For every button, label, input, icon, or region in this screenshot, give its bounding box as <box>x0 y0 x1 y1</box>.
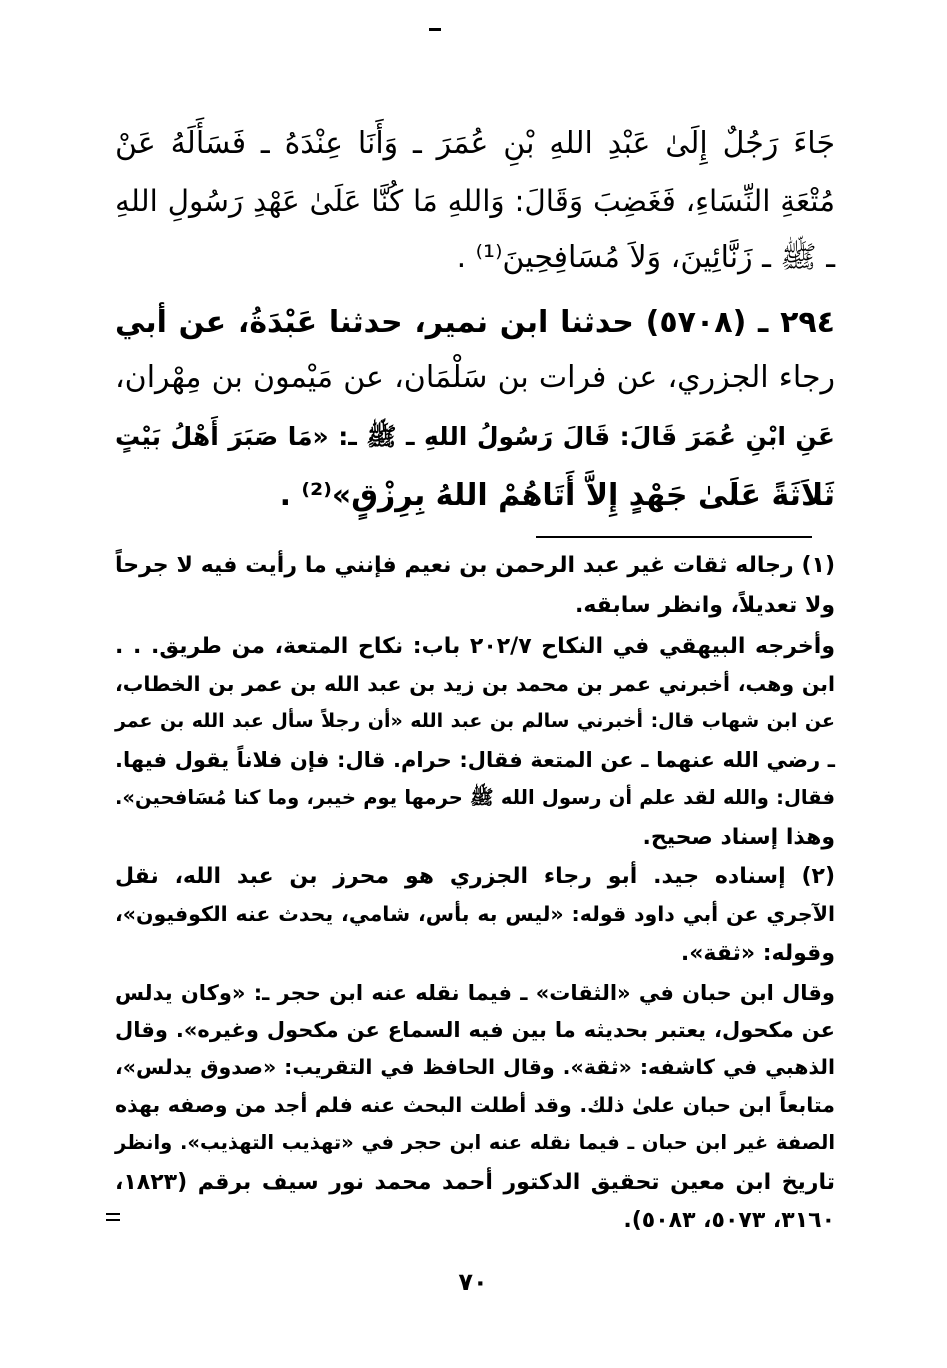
text-line: مُتْعَةِ النِّسَاءِ، فَغَضِبَ وَقَالَ: وَاللهِ مَا كُنَّا عَلَىٰ عَهْدِ رَسُولِ اللهِ <box>115 184 835 218</box>
footnote-line: وهذا إسناد صحيح. <box>642 825 835 850</box>
footnote-line: ـ رضي الله عنهما ـ عن المتعة فقال: حرام. قال: فإن فلاناً يقول فيها. <box>115 748 835 772</box>
footnote-separator <box>536 536 812 538</box>
footnote-line: متابعاً ابن حبان علىٰ ذلك. وقد أطلت البحث عنه فلم أجد من وصفه بهذه <box>115 1093 835 1117</box>
footnote-line: وأخرجه البيهقي في النكاح ٢٠٢/٧ باب: نكاح المتعة، من طريق. . . <box>115 634 835 659</box>
footnote-line: ٣١٦٠، ٥٠٧٣، ٥٠٨٣). <box>623 1208 835 1233</box>
footnote-line: ابن وهب، أخبرني عمر بن محمد بن زيد بن عبد الله بن عمر بن الخطاب، <box>115 672 835 696</box>
footnote-line: عن مكحول، يعتبر بحديثه ما بين فيه السماع عن مكحول وغيره». وقال <box>115 1018 835 1042</box>
footnote-line: وقوله: «ثقة». <box>680 941 835 966</box>
margin-equals-mark <box>106 1213 120 1221</box>
text-line: رجاء الجزري، عن فرات بن سَلْمَان، عن مَيْمون بن مِهْران، <box>115 360 835 395</box>
footnote-line: عن ابن شهاب قال: أخبرني سالم بن عبد الله «أن رجلاً سأل عبد الله بن عمر <box>115 710 835 732</box>
footnote-line: (١) رجاله ثقات غير عبد الرحمن بن نعيم فإنني ما رأيت فيه لا جرحاً <box>115 553 835 578</box>
footnote-line: (٢) إسناده جيد. أبو رجاء الجزري هو محرز بن عبد الله، نقل <box>115 864 835 889</box>
text-line: ٢٩٤ ـ (٥٧٠٨) حدثنا ابن نمير، حدثنا عَبْدَةُ، عن أبي <box>115 305 835 340</box>
text-line: ـ ﷺ ـ زَنَّائِينَ، وَلاَ مُسَافِحِينَ⁽¹⁾ . <box>456 240 835 275</box>
text-line: عَنِ ابْنِ عُمَرَ قَالَ: قَالَ رَسُولُ اللهِ ـ ﷺ ـ: «مَا صَبَرَ أَهْلُ بَيْتٍ <box>115 422 835 451</box>
footnote-line: وقال ابن حبان في «الثقات» ـ فيما نقله عنه ابن حجر ـ: «وكان يدلس <box>115 981 835 1005</box>
footnote-line: الصفة غير ابن حبان ـ فيما نقله عنه ابن حجر في «تهذيب التهذيب». وانظر <box>115 1131 835 1154</box>
top-dash-mark <box>429 28 441 31</box>
footnote-line: تاريخ ابن معين تحقيق الدكتور أحمد محمد نور سيف برقم (١٨٢٣، <box>115 1170 835 1195</box>
footnote-line: فقال: والله لقد علم أن رسول الله ﷺ حرمها يوم خيبر، وما كنا مُسَافحين». <box>115 786 835 809</box>
footnote-line: ولا تعديلاً، وانظر سابقه. <box>574 593 835 618</box>
footnote-line: الذهبي في كاشفه: «ثقة». وقال الحافظ في التقريب: «صدوق يدلس»، <box>115 1055 835 1079</box>
footnote-line: الآجري عن أبي داود قوله: «ليس به بأس، شامي، يحدث عنه الكوفيون»، <box>115 902 835 926</box>
text-line: جَاءَ رَجُلٌ إِلَىٰ عَبْدِ اللهِ بْنِ عُمَرَ ـ وَأَنَا عِنْدَهُ ـ فَسَأَلَهُ عَنْ <box>115 126 835 161</box>
page-number: ٧٠ <box>458 1268 488 1296</box>
text-line: ثَلاَثَةً عَلَىٰ جَهْدٍ إِلاَّ أَتَاهُمْ اللهُ بِرِزْقٍ»⁽²⁾ . <box>279 478 835 513</box>
